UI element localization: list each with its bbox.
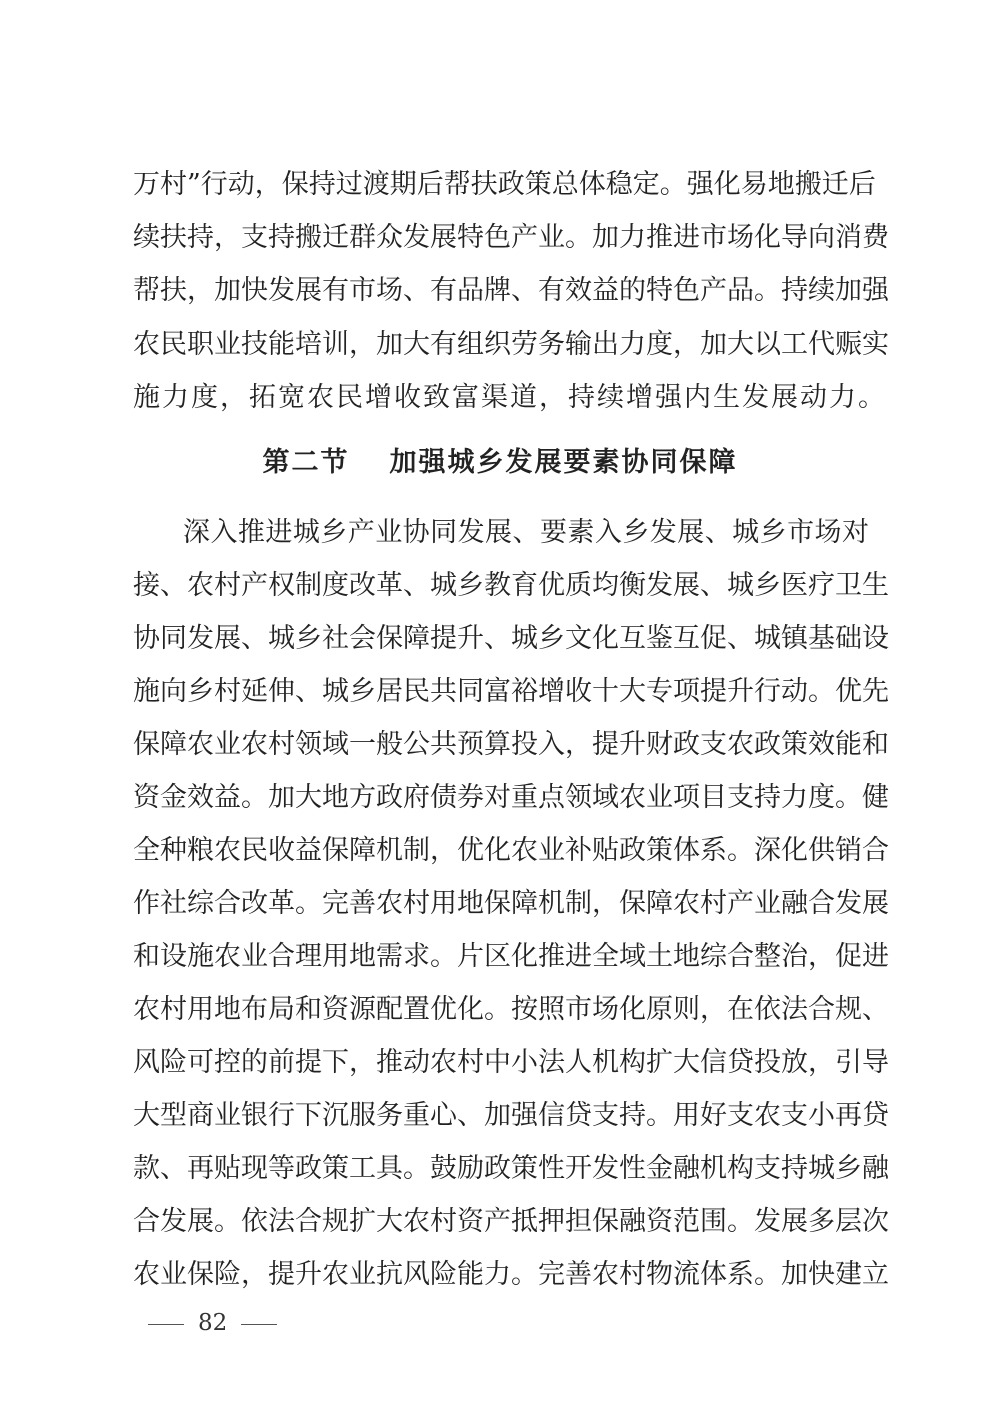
text-line: 深入推进城乡产业协同发展、要素入乡发展、城乡市场对 xyxy=(183,517,869,548)
text-line: 全种粮农民收益保障机制，优化农业补贴政策体系。深化供销合 xyxy=(133,835,889,866)
section-heading xyxy=(0,438,1000,488)
text-line: 和设施农业合理用地需求。片区化推进全域土地综合整治，促进 xyxy=(133,941,889,972)
text-line: 合发展。依法合规扩大农村资产抵押担保融资范围。发展多层次 xyxy=(133,1206,889,1237)
text-line: 款、再贴现等政策工具。鼓励政策性开发性金融机构支持城乡融 xyxy=(133,1153,889,1184)
text-line: 万村”行动，保持过渡期后帮扶政策总体稳定。强化易地搬迁后 xyxy=(133,169,876,200)
text-line: 大型商业银行下沉服务重心、加强信贷支持。用好支农支小再贷 xyxy=(133,1100,889,1131)
text-line: 农民职业技能培训，加大有组织劳务输出力度，加大以工代赈实 xyxy=(133,329,889,360)
page-footer xyxy=(148,1305,277,1341)
section-number: 第二节 xyxy=(262,447,350,478)
text-line: 续扶持，支持搬迁群众发展特色产业。加力推进市场化导向消费 xyxy=(133,222,889,253)
dash-left xyxy=(148,1324,184,1325)
text-line: 保障农业农村领域一般公共预算投入，提升财政支农政策效能和 xyxy=(133,729,889,760)
page-number: 82 xyxy=(198,1310,228,1336)
text-line: 资金效益。加大地方政府债券对重点领域农业项目支持力度。健 xyxy=(133,782,889,813)
text-line: 施向乡村延伸、城乡居民共同富裕增收十大专项提升行动。优先 xyxy=(133,676,889,707)
text-line: 施力度，拓宽农民增收致富渠道，持续增强内生发展动力。 xyxy=(133,382,887,413)
text-line: 农村用地布局和资源配置优化。按照市场化原则，在依法合规、 xyxy=(133,994,889,1025)
text-line: 风险可控的前提下，推动农村中小法人机构扩大信贷投放，引导 xyxy=(133,1047,889,1078)
text-line: 农业保险，提升农业抗风险能力。完善农村物流体系。加快建立 xyxy=(133,1259,889,1290)
section-title: 加强城乡发展要素协同保障 xyxy=(389,447,738,478)
text-line: 协同发展、城乡社会保障提升、城乡文化互鉴互促、城镇基础设 xyxy=(133,623,889,654)
text-line: 帮扶，加快发展有市场、有品牌、有效益的特色产品。持续加强 xyxy=(133,275,889,306)
text-line: 作社综合改革。完善农村用地保障机制，保障农村产业融合发展 xyxy=(133,888,889,919)
text-line: 接、农村产权制度改革、城乡教育优质均衡发展、城乡医疗卫生 xyxy=(133,570,889,601)
dash-right xyxy=(241,1324,277,1325)
